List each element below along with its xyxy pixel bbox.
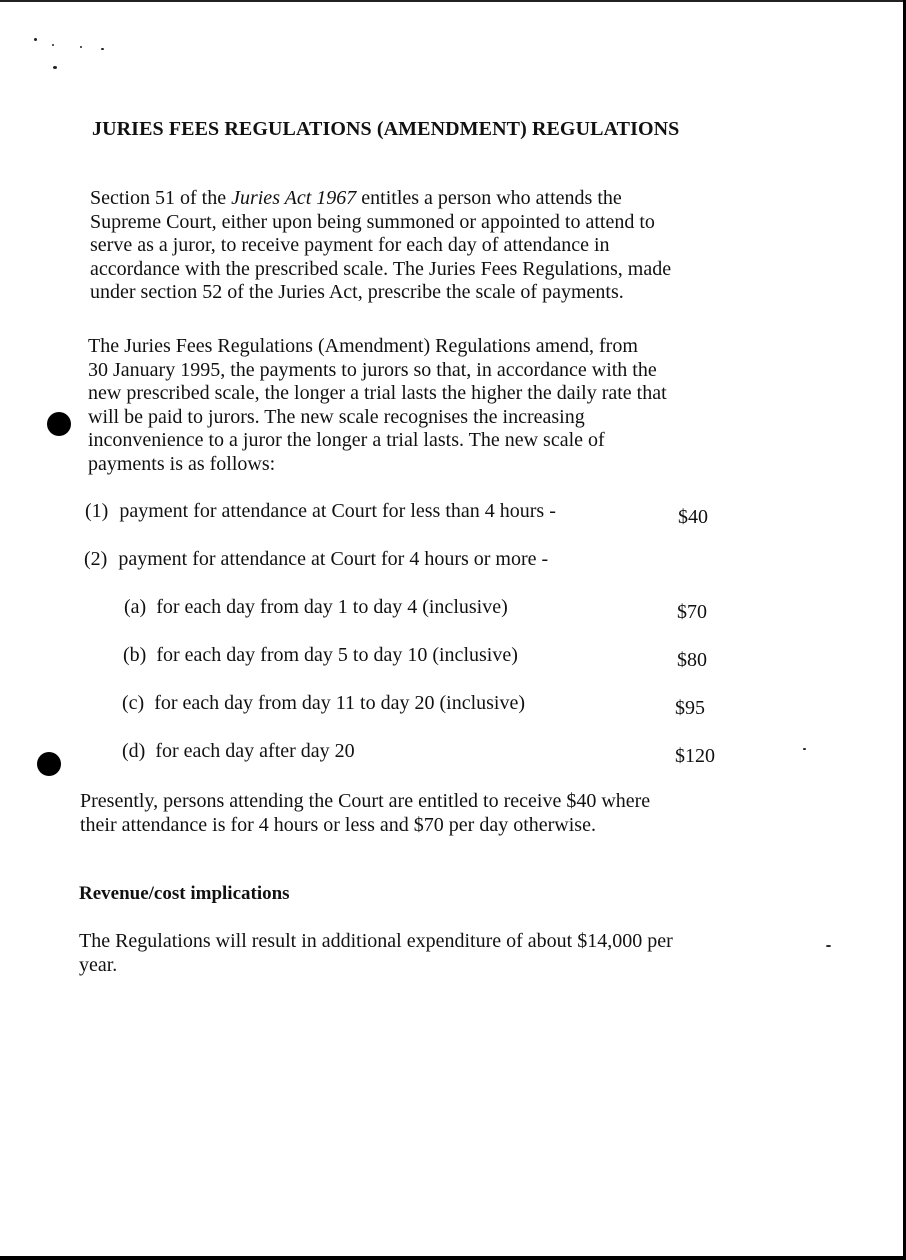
scan-speck <box>803 748 806 750</box>
sub-list-item-amount: $80 <box>677 649 707 671</box>
punch-hole <box>47 412 71 436</box>
act-name: Juries Act 1967 <box>231 187 357 209</box>
paragraph-line: The Regulations will result in additional expenditure of about $14,000 per <box>79 930 673 952</box>
punch-hole <box>37 752 61 776</box>
sub-list-item-text: for each day after day 20 <box>155 740 355 762</box>
sub-list-item-marker: (c) <box>122 692 145 714</box>
sub-list-item <box>122 740 355 763</box>
page-edge-bottom <box>0 1256 906 1260</box>
paragraph-line: 30 January 1995, the payments to jurors so that, in accordance with the <box>88 358 657 381</box>
paragraph-current-rates <box>80 790 800 837</box>
paragraph-line: payments is as follows: <box>88 452 276 475</box>
document-title: JURIES FEES REGULATIONS (AMENDMENT) REGULATIONS <box>92 118 680 140</box>
section-heading: Revenue/cost implications <box>79 883 290 904</box>
list-item <box>84 548 548 571</box>
paragraph-line: new prescribed scale, the longer a trial lasts the higher the daily rate that <box>88 382 667 404</box>
scan-speck <box>826 945 831 947</box>
sub-list-item-text: for each day from day 5 to day 10 (inclusive) <box>156 644 518 666</box>
paragraph-line: year. <box>79 953 118 976</box>
paragraph-line: will be paid to jurors. The new scale recognises the increasing <box>88 405 585 428</box>
list-item-marker: (2) <box>84 548 108 570</box>
list-item-text: payment for attendance at Court for less than 4 hours - <box>119 500 556 522</box>
scan-speck <box>34 38 37 41</box>
sub-list-item <box>122 692 525 715</box>
sub-list-item-amount: $70 <box>677 601 707 623</box>
sub-list-item-amount: $120 <box>675 745 715 767</box>
sub-list-item-text: for each day from day 11 to day 20 (inclusive) <box>154 692 526 714</box>
sub-list-item-text: for each day from day 1 to day 4 (inclusive) <box>156 596 508 618</box>
paragraph-line: inconvenience to a juror the longer a trial lasts. The new scale of <box>88 429 605 451</box>
list-item-marker: (1) <box>85 500 109 522</box>
paragraph-intro <box>90 187 810 305</box>
paragraph-line: under section 52 of the Juries Act, prescribe the scale of payments. <box>90 281 624 303</box>
page-edge-top <box>0 0 906 2</box>
paragraph-line: accordance with the prescribed scale. The Juries Fees Regulations, made <box>90 257 672 280</box>
sub-list-item-marker: (b) <box>123 644 147 666</box>
paragraph-line: their attendance is for 4 hours or less and $70 per day otherwise. <box>80 813 596 836</box>
list-item-amount: $40 <box>678 506 708 528</box>
scan-speck <box>101 48 104 50</box>
scan-speck <box>80 46 82 48</box>
paragraph-line: Supreme Court, either upon being summoned or appointed to attend to <box>90 210 655 233</box>
paragraph-line: Presently, persons attending the Court are entitled to receive $40 where <box>80 790 651 812</box>
list-item <box>85 500 556 523</box>
paragraph-line: serve as a juror, to receive payment for each day of attendance in <box>90 234 610 256</box>
paragraph-line: Section 51 of the Juries Act 1967 entitles a person who attends the <box>90 187 622 209</box>
scan-speck <box>52 44 54 46</box>
paragraph-amendment <box>88 335 808 476</box>
sub-list-item <box>124 596 508 619</box>
paragraph-line: The Juries Fees Regulations (Amendment) Regulations amend, from <box>88 335 638 357</box>
scan-speck <box>53 66 57 69</box>
paragraph-revenue <box>79 930 799 977</box>
list-item-text: payment for attendance at Court for 4 hours or more - <box>118 548 549 570</box>
sub-list-item-marker: (a) <box>124 596 147 618</box>
sub-list-item <box>123 644 518 667</box>
sub-list-item-marker: (d) <box>122 740 146 762</box>
sub-list-item-amount: $95 <box>675 697 705 719</box>
